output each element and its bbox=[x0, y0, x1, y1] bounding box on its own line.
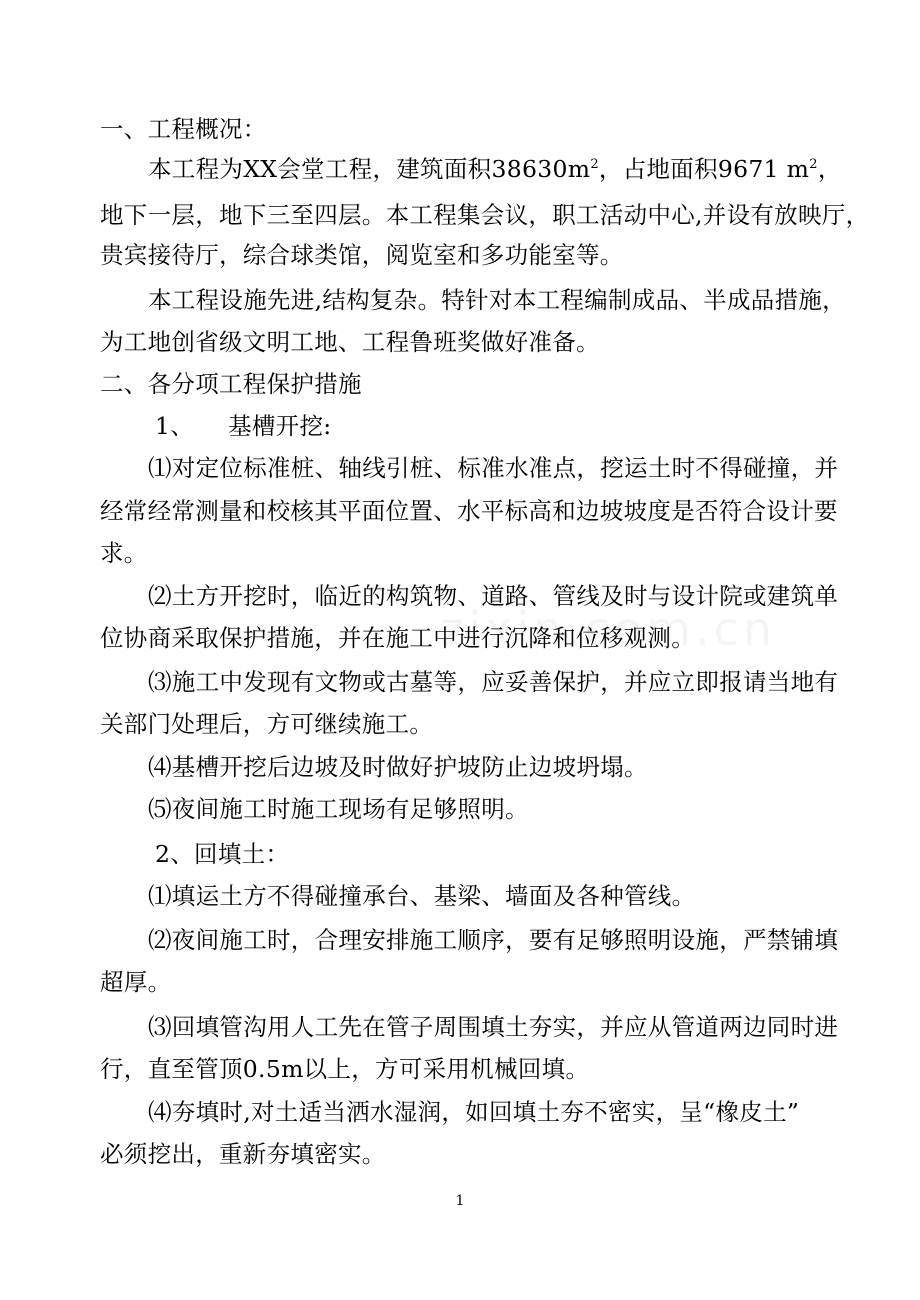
paragraph-line: 行，直至管顶0.5m以上，方可采用机械回填。 bbox=[100, 1055, 590, 1083]
paragraph-line: ⑷基槽开挖后边坡及时做好护坡防止边坡坍塌。 bbox=[148, 753, 648, 781]
paragraph-line: 求。 bbox=[100, 539, 148, 567]
heading-protection-measures: 二、各分项工程保护措施 bbox=[100, 370, 362, 398]
paragraph-line: 位协商采取保护措施，并在施工中进行沉降和位移观测。 bbox=[100, 624, 695, 652]
paragraph-line: 本工程设施先进,结构复杂。特针对本工程编制成品、半成品措施， bbox=[148, 286, 846, 314]
paragraph-line: ⑴对定位标准桩、轴线引桩、标准水准点，挖运土时不得碰撞，并 bbox=[148, 454, 839, 482]
paragraph-line: ⑵土方开挖时，临近的构筑物、道路、管线及时与设计院或建筑单 bbox=[148, 582, 839, 610]
paragraph-line: ⑴填运土方不得碰撞承台、基梁、墙面及各种管线。 bbox=[148, 882, 696, 910]
page-number: 1 bbox=[455, 1193, 465, 1209]
paragraph-line: 经常经常测量和校核其平面位置、水平标高和边坡坡度是否符合设计要 bbox=[100, 497, 838, 525]
paragraph-line: 超厚。 bbox=[100, 968, 172, 996]
paragraph-line: 关部门处理后，方可继续施工。 bbox=[100, 710, 434, 738]
subheading-foundation-trench: 1、 基槽开挖: bbox=[155, 412, 332, 440]
paragraph-line: 为工地创省级文明工地、工程鲁班奖做好准备。 bbox=[100, 328, 600, 356]
paragraph-line: ⑶施工中发现有文物或古墓等，应妥善保护，并应立即报请当地有 bbox=[148, 668, 839, 696]
superscript: 2 bbox=[809, 157, 818, 172]
paragraph-line: ⑷夯填时,对土适当洒水湿润，如回填土夯不密实，呈“橡皮土” bbox=[148, 1098, 800, 1126]
paragraph-line: 本工程为XX会堂工程，建筑面积$38630m^2$，占地面积9671 $m^2$， bbox=[148, 155, 842, 183]
paragraph-line: 贵宾接待厅，综合球类馆，阅览室和多功能室等。 bbox=[100, 241, 624, 269]
paragraph-line: ⑸夜间施工时施工现场有足够照明。 bbox=[148, 795, 529, 823]
heading-project-overview: 一、工程概况： bbox=[100, 115, 267, 143]
paragraph-line: 必须挖出，重新夯填密实。 bbox=[100, 1140, 386, 1168]
paragraph-line: 地下一层，地下三至四层。本工程集会议，职工活动中心,并设有放映厅， bbox=[100, 201, 870, 229]
watermark bbox=[440, 602, 776, 656]
paragraph-line: ⑶回填管沟用人工先在管子周围填土夯实，并应从管道两边同时进 bbox=[148, 1013, 839, 1041]
paragraph-line: ⑵夜间施工时，合理安排施工顺序，要有足够照明设施，严禁铺填 bbox=[148, 926, 839, 954]
subheading-backfill: 2、回填土： bbox=[155, 840, 290, 868]
superscript: 2 bbox=[590, 157, 599, 172]
